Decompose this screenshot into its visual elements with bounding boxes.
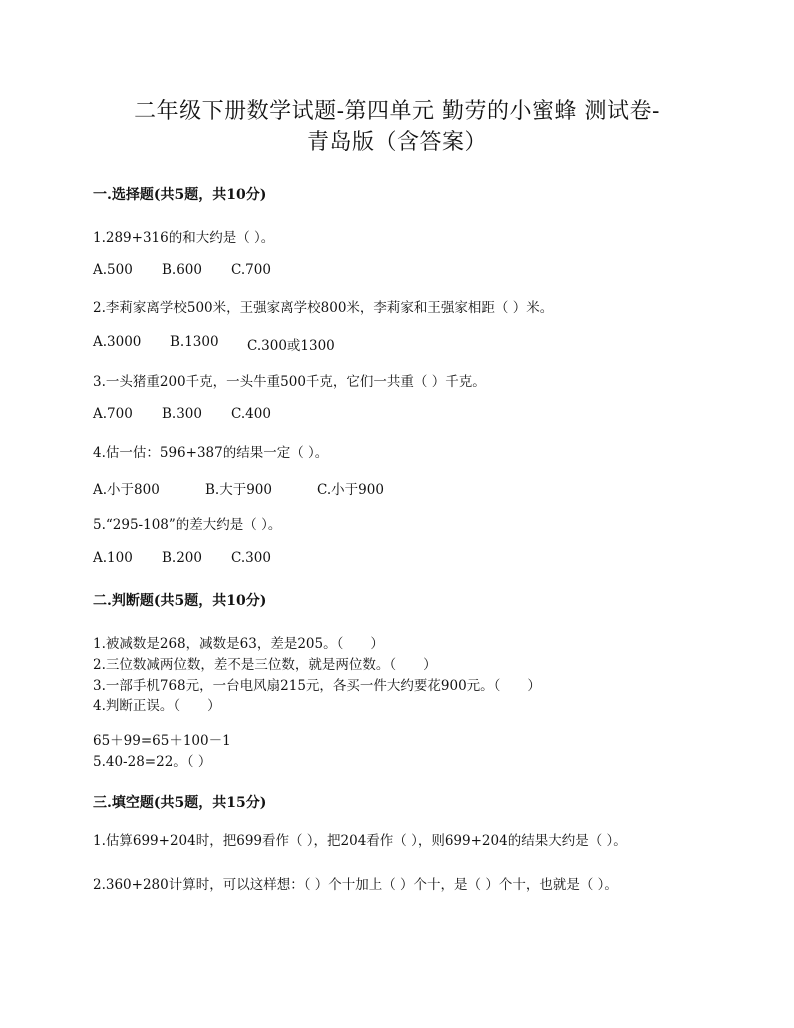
choice-q5-option-a: A.100 [93, 550, 133, 566]
choice-question-4: 4.估一估：596+387的结果一定（ ）。 [93, 445, 329, 461]
choice-question-1: 1.289+316的和大约是（ ）。 [93, 230, 275, 246]
page-title-line-1: 二年级下册数学试题-第四单元 勤劳的小蜜蜂 测试卷- [134, 99, 660, 124]
choice-question-2: 2.李莉家离学校500米，王强家离学校800米，李莉家和王强家相距（ ）米。 [93, 300, 554, 316]
choice-q2-option-c: C.300或1300 [247, 338, 335, 354]
judge-question-4-expression: 65＋99=65＋100－1 [93, 733, 231, 749]
judge-question-3: 3.一部手机768元，一台电风扇215元，各买一件大约要花900元。（ ） [93, 678, 541, 694]
choice-q4-option-a: A.小于800 [93, 482, 160, 498]
choice-q1-option-a: A.500 [93, 262, 133, 278]
choice-q2-option-b: B.1300 [170, 334, 219, 350]
choice-q5-option-b: B.200 [162, 550, 202, 566]
choice-q2-option-a: A.3000 [93, 334, 142, 350]
section-fill-heading: 三.填空题(共5题，共15分) [93, 795, 267, 811]
choice-q4-option-c: C.小于900 [317, 482, 384, 498]
choice-q3-option-a: A.700 [93, 406, 133, 422]
judge-question-4: 4.判断正误。（ ） [93, 698, 221, 714]
choice-question-3: 3.一头猪重200千克，一头牛重500千克，它们一共重（ ）千克。 [93, 374, 486, 390]
page-title-line-2: 青岛版（含答案） [306, 130, 487, 155]
fill-question-2: 2.360+280计算时，可以这样想：（ ）个十加上（ ）个十，是（ ）个十，也就是（ ）。 [93, 877, 618, 893]
choice-question-5: 5.“295-108”的差大约是（ ）。 [93, 517, 282, 533]
choice-q5-option-c: C.300 [231, 550, 271, 566]
choice-q4-option-b: B.大于900 [205, 482, 272, 498]
section-judge-heading: 二.判断题(共5题，共10分) [93, 593, 267, 609]
choice-q1-option-c: C.700 [231, 262, 271, 278]
judge-question-2: 2.三位数减两位数，差不是三位数，就是两位数。（ ） [93, 657, 437, 673]
fill-question-1: 1.估算699+204时，把699看作（ ），把204看作（ ），则699+204的结果大约是（ ）。 [93, 833, 627, 849]
choice-q3-option-c: C.400 [231, 406, 271, 422]
choice-q1-option-b: B.600 [162, 262, 202, 278]
judge-question-1: 1.被减数是268，减数是63，差是205。（ ） [93, 636, 384, 652]
judge-question-5: 5.40-28=22。（ ） [93, 754, 212, 770]
choice-q3-option-b: B.300 [162, 406, 202, 422]
section-choice-heading: 一.选择题(共5题，共10分) [93, 187, 267, 203]
